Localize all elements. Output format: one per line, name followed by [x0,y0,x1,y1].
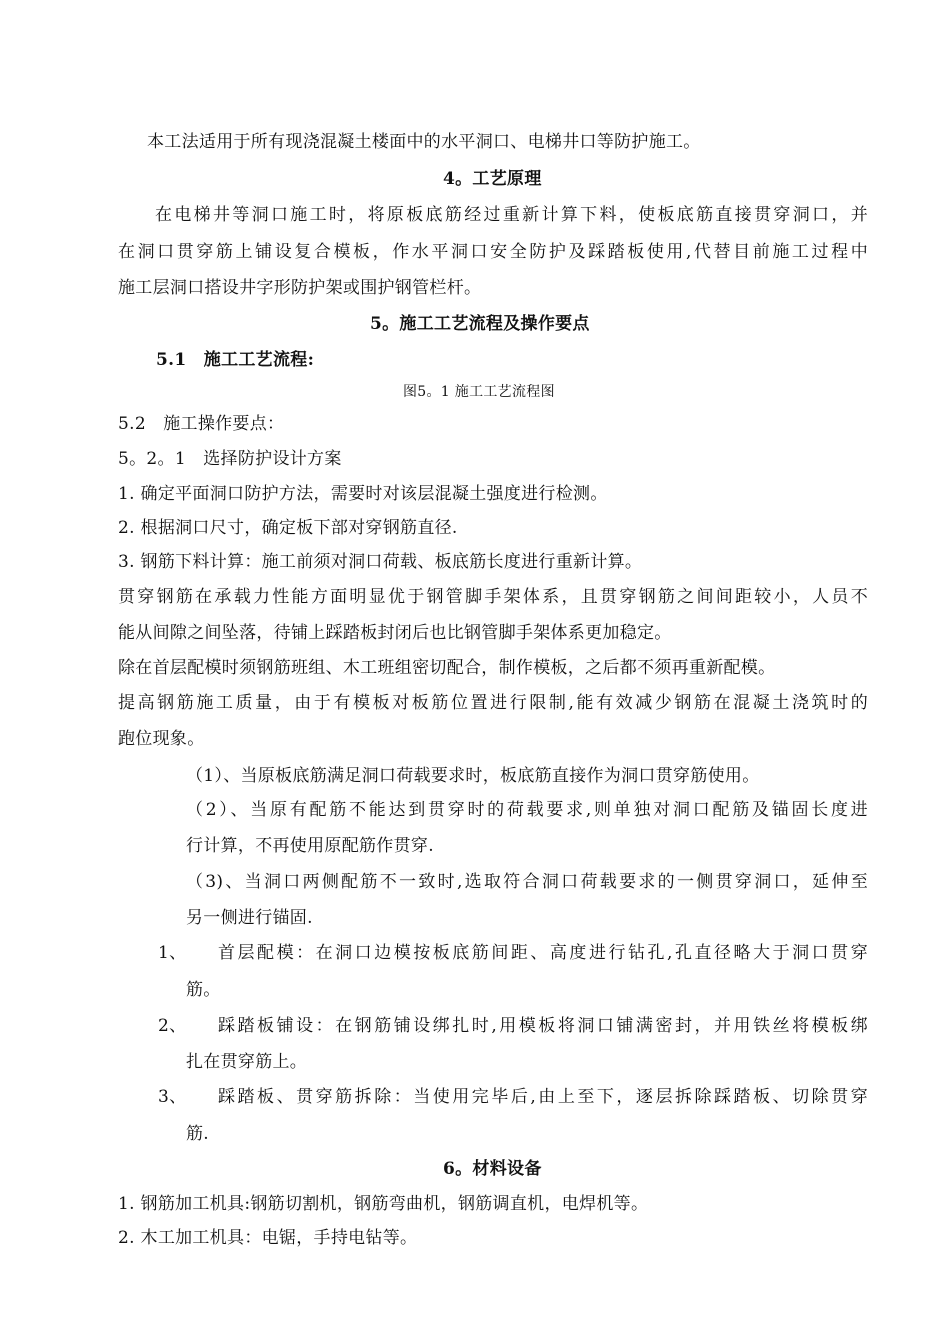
step-2-line-1: 踩踏板铺设：在钢筋铺设绑扎时,用模板将洞口铺满密封，并用铁丝将模板绑 [218,1016,868,1036]
equipment-item-1: 1. 钢筋加工机具:钢筋切割机，钢筋弯曲机，钢筋调直机，电焊机等。 [118,1194,649,1214]
step-1-number: 1、 [158,943,187,963]
step-3-line-2: 筋. [186,1124,210,1144]
section-4-heading: 4。工艺原理 [443,169,542,189]
section-5-1-heading: 5.1 施工工艺流程: [156,350,315,370]
equipment-item-2: 2. 木工加工机具：电锯，手持电钻等。 [118,1228,418,1248]
paragraph-1-line-2: 能从间隙之间坠落，待铺上踩踏板封闭后也比钢管脚手架体系更加稳定。 [118,623,672,643]
step-1-line-2: 筋。 [186,980,221,1000]
paragraph-3-line-2: 跑位现象。 [118,729,205,749]
paragraph-3-line-1: 提高钢筋施工质量，由于有模板对板筋位置进行限制,能有效减少钢筋在混凝土浇筑时的 [118,693,868,713]
sub-item-2-line-1: （2）、当原有配筋不能达到贯穿时的荷载要求,则单独对洞口配筋及锚固长度进 [186,800,868,820]
list-item-3: 3. 钢筋下料计算：施工前须对洞口荷载、板底筋长度进行重新计算。 [118,552,643,572]
sub-item-2-line-2: 行计算，不再使用原配筋作贯穿. [186,836,434,856]
list-item-2: 2. 根据洞口尺寸，确定板下部对穿钢筋直径. [118,518,458,538]
step-1-line-1: 首层配模：在洞口边模按板底筋间距、高度进行钻孔,孔直径略大于洞口贯穿 [218,943,868,963]
step-3-line-1: 踩踏板、贯穿筋拆除：当使用完毕后,由上至下，逐层拆除踩踏板、切除贯穿 [218,1087,868,1107]
sub-item-3-line-1: （3)、当洞口两侧配筋不一致时,选取符合洞口荷载要求的一侧贯穿洞口，延伸至 [186,872,868,892]
section-4-text-line-2: 在洞口贯穿筋上铺设复合模板，作水平洞口安全防护及踩踏板使用,代替目前施工过程中 [118,242,868,262]
paragraph-1-line-1: 贯穿钢筋在承载力性能方面明显优于钢管脚手架体系，且贯穿钢筋之间间距较小，人员不 [118,587,868,607]
step-2-line-2: 扎在贯穿筋上。 [186,1052,308,1072]
section-6-heading: 6。材料设备 [443,1159,542,1179]
step-2-number: 2、 [158,1016,187,1036]
section-4-text-line-1: 在电梯井等洞口施工时，将原板底筋经过重新计算下料，使板底筋直接贯穿洞口，并 [155,205,868,225]
section-5-heading: 5。施工工艺流程及操作要点 [370,314,590,334]
list-item-1: 1. 确定平面洞口防护方法，需要时对该层混凝土强度进行检测。 [118,484,608,504]
step-3-number: 3、 [158,1087,187,1107]
section-5-2-1-heading: 5。2。1 选择防护设计方案 [118,449,342,469]
section-5-2-heading: 5.2 施工操作要点： [118,414,285,434]
sub-item-3-line-2: 另一侧进行锚固. [186,908,313,928]
sub-item-1: （1）、当原板底筋满足洞口荷载要求时，板底筋直接作为洞口贯穿筋使用。 [186,766,760,786]
figure-caption: 图5。1 施工工艺流程图 [403,384,555,400]
paragraph-2: 除在首层配模时须钢筋班组、木工班组密切配合，制作模板，之后都不须再重新配模。 [118,658,776,678]
section-4-text-line-3: 施工层洞口搭设井字形防护架或围护钢管栏杆。 [118,278,482,298]
intro-paragraph: 本工法适用于所有现浇混凝土楼面中的水平洞口、电梯井口等防护施工。 [147,132,701,152]
